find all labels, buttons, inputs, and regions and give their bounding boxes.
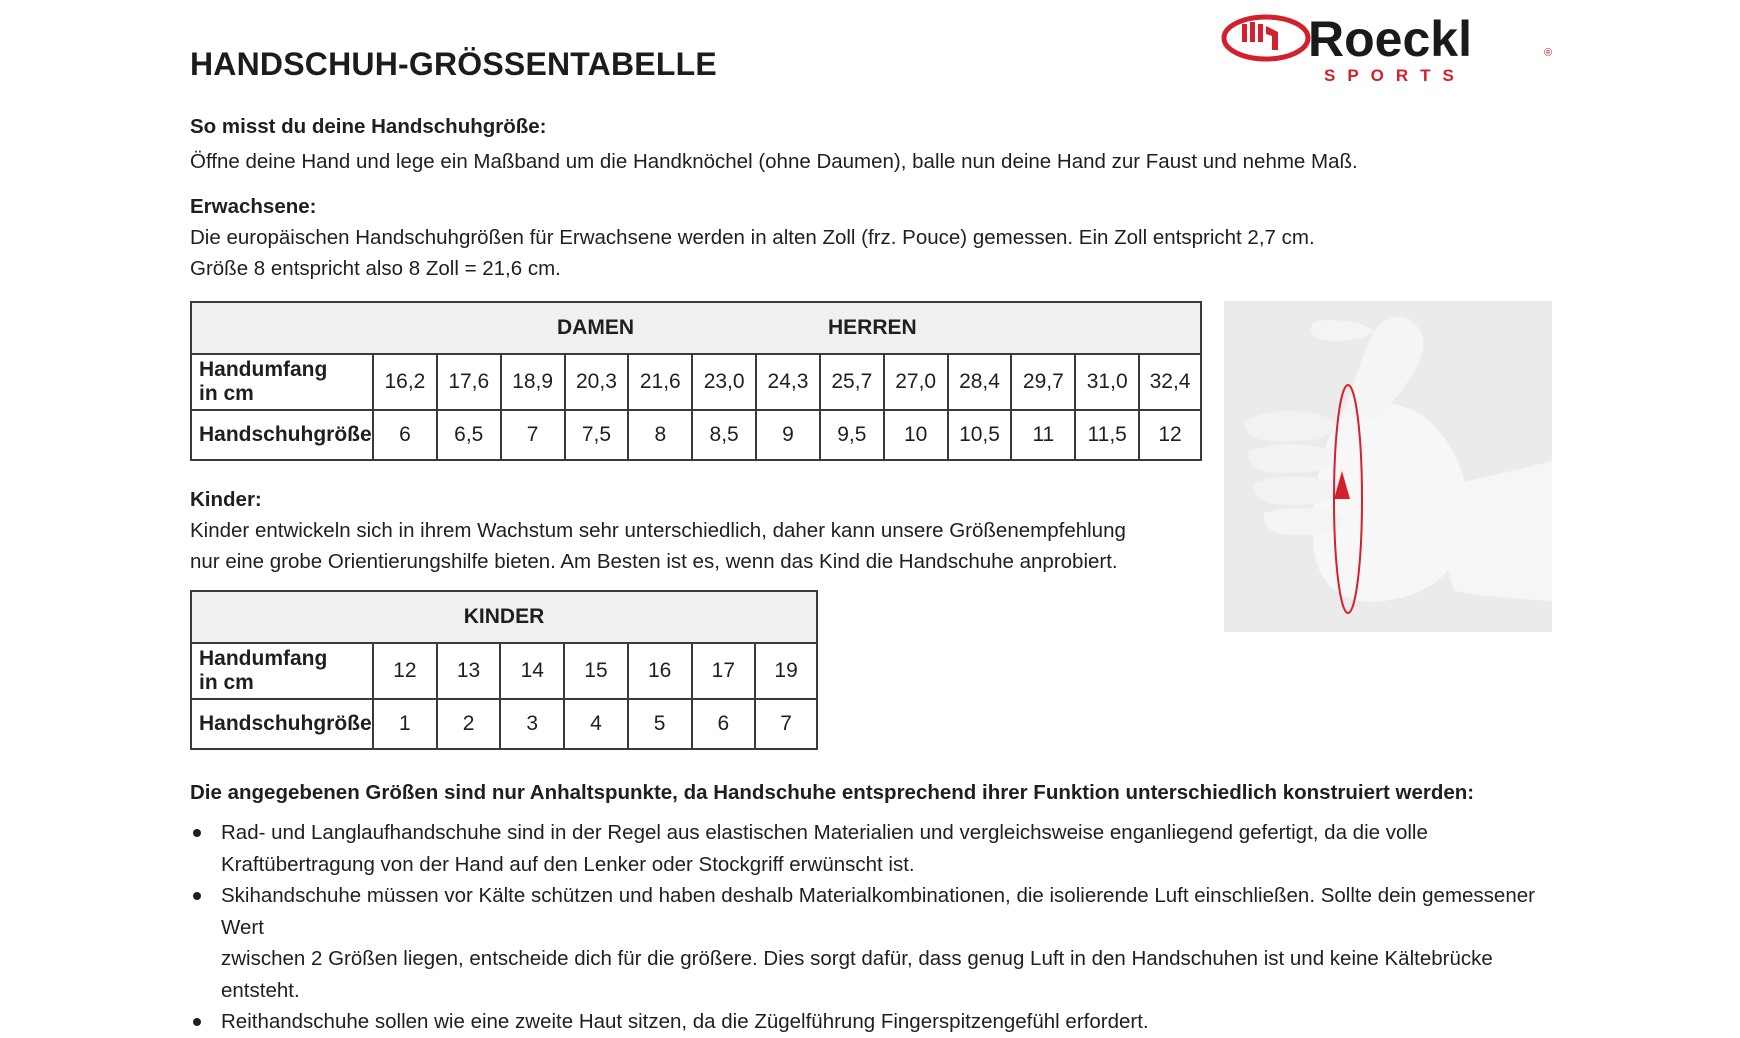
kids-size-table	[190, 590, 818, 750]
note-heading: Die angegebenen Größen sind nur Anhaltspunkte, da Handschuhe entsprechend ihrer Funktion unterschiedlich konstruiert werden:	[190, 781, 1475, 804]
note-bullets	[190, 817, 1560, 1038]
kids-size-cell: 4	[564, 699, 628, 749]
adult-circumference-cell: 32,4	[1139, 354, 1201, 410]
adults-text-line1: Die europäischen Handschuhgrößen für Erwachsene werden in alten Zoll (frz. Pouce) gemessen. Ein Zoll entspricht 2,7 cm.	[190, 226, 1315, 249]
adult-size-cell: 9,5	[820, 410, 884, 460]
size-label: Handschuhgröße	[191, 410, 373, 460]
adult-circumference-cell: 25,7	[820, 354, 884, 410]
kids-size-label: Handschuhgröße	[191, 699, 373, 749]
bullet-line: Rad- und Langlaufhandschuhe sind in der Regel aus elastischen Materialien und vergleichsweise enganliegend gefertigt, da die volle	[221, 821, 1428, 844]
adult-circumference-cell: 20,3	[565, 354, 629, 410]
adult-size-cell: 11	[1011, 410, 1075, 460]
kids-circumference-cell: 14	[500, 643, 564, 699]
circumference-label-a: Handumfang	[199, 358, 328, 381]
adult-size-cell: 7,5	[565, 410, 629, 460]
adult-size-cell: 11,5	[1075, 410, 1139, 460]
adult-size-table	[190, 301, 1202, 461]
kids-circumference-label-b: in cm	[199, 671, 254, 694]
kids-size-cell: 5	[628, 699, 692, 749]
adult-circumference-row	[191, 354, 1201, 410]
adult-circumference-cell: 17,6	[437, 354, 501, 410]
adult-circumference-cell: 21,6	[628, 354, 692, 410]
kids-size-row	[191, 699, 817, 749]
adult-size-cell: 8,5	[692, 410, 756, 460]
bullet-line: Skihandschuhe müssen vor Kälte schützen und haben deshalb Materialkombinationen, die isolierende Luft einschließen. Sollte dein gemessener Wert	[221, 884, 1535, 939]
kids-size-cell: 2	[437, 699, 501, 749]
bullet-item	[190, 1006, 1560, 1038]
bullet-line: Reithandschuhe sollen wie eine zweite Haut sitzen, da die Zügelführung Fingerspitzengefühl erfordert.	[221, 1010, 1149, 1033]
kids-circumference-row	[191, 643, 817, 699]
adult-size-cell: 6,5	[437, 410, 501, 460]
kids-circumference-label-a: Handumfang	[199, 647, 328, 670]
logo-registered: ®	[1544, 47, 1553, 59]
kids-size-cell: 3	[500, 699, 564, 749]
bullet-list	[190, 817, 1560, 1038]
bullet-dot-icon	[193, 892, 201, 900]
page-title: HANDSCHUH-GRÖSSENTABELLE	[190, 46, 717, 82]
circumference-label	[191, 354, 373, 410]
bullet-line: Kraftübertragung von der Hand auf den Lenker oder Stockgriff erwünscht ist.	[221, 852, 915, 876]
circumference-label-b: in cm	[199, 382, 254, 405]
header-men: HERREN	[828, 316, 917, 339]
kids-size-cell: 7	[755, 699, 817, 749]
kids-circumference-cell: 16	[628, 643, 692, 699]
kids-size-cell: 1	[373, 699, 437, 749]
roeckl-logo-graphic	[1220, 10, 1560, 90]
adult-circumference-cell: 16,2	[373, 354, 437, 410]
adults-text-line2: Größe 8 entspricht also 8 Zoll = 21,6 cm.	[190, 257, 561, 280]
adult-circumference-cell: 31,0	[1075, 354, 1139, 410]
kids-circumference-cell: 12	[373, 643, 437, 699]
adult-circumference-cell: 23,0	[692, 354, 756, 410]
adult-size-cell: 8	[628, 410, 692, 460]
kids-circumference-cell: 15	[564, 643, 628, 699]
adult-size-row	[191, 410, 1201, 460]
kids-heading: Kinder:	[190, 488, 262, 511]
kids-table-header: KINDER	[191, 591, 817, 643]
hand-illustration	[1224, 301, 1552, 632]
adults-heading: Erwachsene:	[190, 195, 317, 218]
bullet-line: zwischen 2 Größen liegen, entscheide dich für die größere. Dies sorgt dafür, dass genug Luft in den Handschuhen ist und keine Kältebrücke entsteht.	[221, 947, 1493, 1002]
adult-size-cell: 12	[1139, 410, 1201, 460]
adult-circumference-cell: 24,3	[756, 354, 820, 410]
roeckl-logo	[1220, 10, 1560, 90]
logo-sub: SPORTS	[1324, 66, 1466, 85]
adult-table-header	[191, 302, 1201, 354]
logo-wordmark: Roeckl	[1308, 11, 1472, 67]
measure-text: Öffne deine Hand und lege ein Maßband um die Handknöchel (ohne Daumen), balle nun deine Hand zur Faust und nehme Maß.	[190, 150, 1358, 173]
kids-text-line2: nur eine grobe Orientierungshilfe bieten. Am Besten ist es, wenn das Kind die Handschuhe anprobiert.	[190, 550, 1118, 573]
bullet-dot-icon	[193, 1018, 201, 1026]
kids-circumference-cell: 13	[437, 643, 501, 699]
hand-measure-image	[1224, 301, 1552, 632]
bullet-dot-icon	[193, 829, 201, 837]
adult-size-cell: 10,5	[948, 410, 1012, 460]
kids-circumference-cell: 19	[755, 643, 817, 699]
adult-size-cell: 9	[756, 410, 820, 460]
adult-size-cell: 7	[501, 410, 565, 460]
adult-size-cell: 6	[373, 410, 437, 460]
bullet-item	[190, 817, 1560, 880]
bullet-item	[190, 880, 1560, 1006]
adult-size-cell: 10	[884, 410, 948, 460]
adult-circumference-cell: 18,9	[501, 354, 565, 410]
adult-circumference-cell: 29,7	[1011, 354, 1075, 410]
kids-text-line1: Kinder entwickeln sich in ihrem Wachstum sehr unterschiedlich, daher kann unsere Größenempfehlung	[190, 519, 1126, 542]
kids-circumference-label	[191, 643, 373, 699]
header-women: DAMEN	[557, 316, 634, 339]
measure-heading: So misst du deine Handschuhgröße:	[190, 115, 547, 138]
adult-circumference-cell: 27,0	[884, 354, 948, 410]
kids-size-cell: 6	[692, 699, 756, 749]
adult-circumference-cell: 28,4	[948, 354, 1012, 410]
kids-circumference-cell: 17	[692, 643, 756, 699]
